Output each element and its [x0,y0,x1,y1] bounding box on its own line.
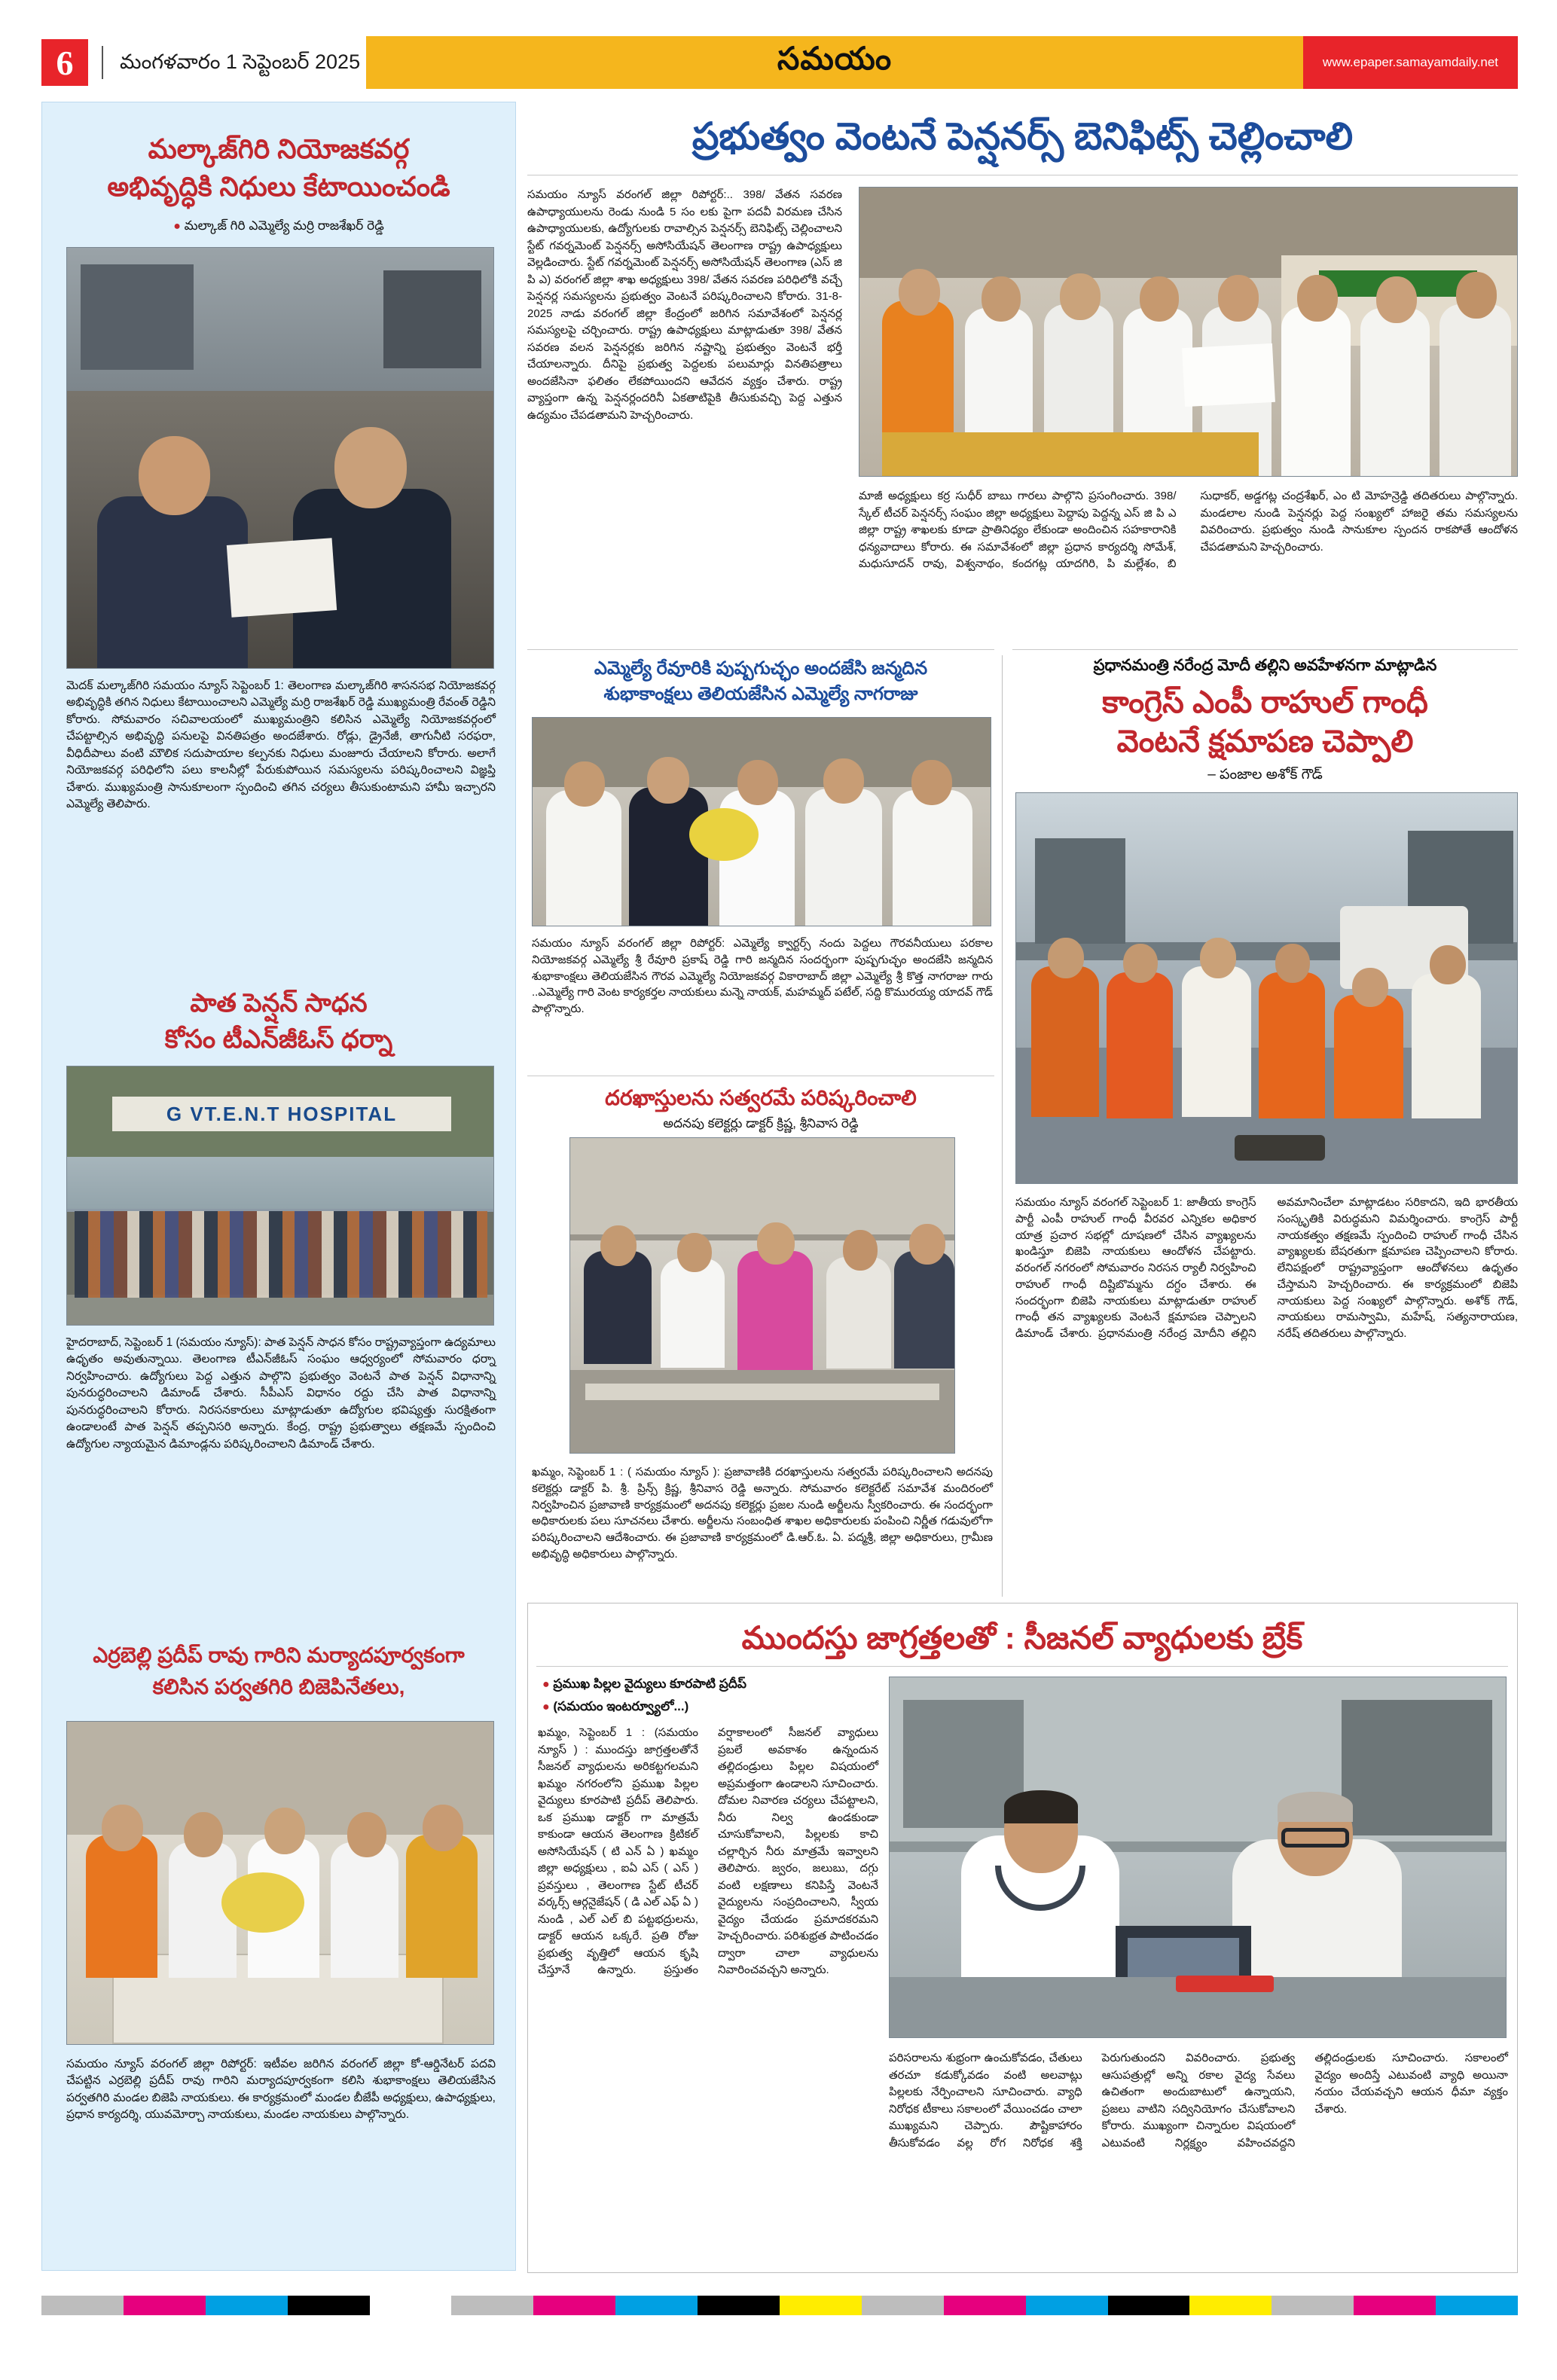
color-swatch-13 [1108,2296,1190,2315]
hospital-sign-text: G VT.E.N.T HOSPITAL [112,1097,451,1131]
color-swatch-10 [862,2296,944,2315]
left-story1-caption: మెదక్ మల్కాజ్‌గిరి సమయం న్యూస్ సెప్టెంబర్ 1: తెలంగాణ మల్కాజ్‌గిరి శాసనసభ నియోజకవర్గ అభివృద్ధికి తగిన నిధులు కేటాయించాలని ఎమ్మెల్యే మర్రి రాజశేఖర్ రెడ్డి ముఖ్యమంత్రి రేవంత్ రెడ్డిని కోరారు. సోమవారం సచివాలయంలో ముఖ్యమంత్రిని కలిసిన ఎమ్మెల్యే నియోజకవర్గంలో చేపట్టాల్సిన అభివృద్ధి పనులపై వినతిపత్రం అందజేశారు. రోడ్లు, డ్రైనేజీ, తాగునీటి సరఫరా, వీధిదీపాలు వంటి మౌలిక సదుపాయాల కల్పనకు నిధులు మంజూరు చేయాలని కోరారు. అలాగే నియోజకవర్గ పరిధిలోని పలు కాలనీల్లో పేరుకుపోయిన సమస్యలను పరిష్కరించాలని విజ్ఞప్తి చేశారు. ముఖ్యమంత్రి సానుకూలంగా స్పందించి తగిన చర్యలు తీసుకుంటామని హామీ ఇచ్చారని ఎమ్మెల్యే తెలిపారు. [66,679,496,811]
left-story3-headline-line1: ఎర్రబెల్లి ప్రదీప్ రావు గారిని మర్యాదపూర్వకంగా [93,1643,465,1667]
color-swatch-4 [370,2296,452,2315]
rahul-caption: సమయం న్యూస్ వరంగల్ సెప్టెంబర్ 1: జాతీయ కాంగ్రెస్ పార్టీ ఎంపీ రాహుల్ గాంధీ వీరవర ఎన్నికల అధికార యాత్ర ప్రచార సభల్లో దూషణలో చేసిన వ్యాఖ్యలను ఖండిస్తూ బిజెపి నాయకులు ఆందోళన చేపట్టారు. వరంగల్ నగరంలో సోమవారం నిరసన ర్యాలీ నిర్వహించి రాహుల్ గాంధీ దిష్టిబొమ్మను దగ్ధం చేశారు. ఈ సందర్భంగా బిజెపి నాయకులు మాట్లాడుతూ రాహుల్ గాంధీ తన వ్యాఖ్యలకు వెంటనే క్షమాపణ చెప్పాలని డిమాండ్ చేశారు. ప్రధానమంత్రి నరేంద్ర మోదీని తల్లిని అవమానించేలా మాట్లాడటం సరికాదని, ఇది భారతీయ సంస్కృతికి విరుద్ధమని విమర్శించారు. కాంగ్రెస్ పార్టీ నాయకత్వం తక్షణమే స్పందించి రాహుల్ గాంధీ చేసిన వ్యాఖ్యలకు బేషరతుగా క్షమాపణ చెప్పించాలని కోరారు. లేనిపక్షంలో రాష్ట్రవ్యాప్తంగా ఆందోళనలు ఉధృతం చేస్తామని హెచ్చరించారు. ఈ కార్యక్రమంలో బిజెపి నాయకులు పెద్ద సంఖ్యలో పాల్గొన్నారు. అశోక్ గౌడ్, నాయకులు రామస్వామి, మహేష్, సత్యనారాయణ, నరేష్ తదితరులు పాల్గొన్నారు. [1015,1196,1518,1340]
issue-date: మంగళవారం 1 సెప్టెంబర్ 2025 [102,46,360,79]
seasonal-headline: ముందస్తు జాగ్రత్తలతో : సీజనల్ వ్యాధులకు బ్రేక్ [741,1620,1303,1655]
right-rule-1 [1012,649,1518,650]
left-story3-photo [66,1721,494,2045]
seasonal-rule [536,1666,1508,1667]
rahul-headline-line2: వెంటనే క్షమాపణ చెప్పాలి [1116,724,1414,758]
left-story2-headline-line1: పాత పెన్షన్ సాధన [190,989,368,1018]
masthead-band [366,36,1303,89]
left-story2-headline-line2: కోసం టీఎన్‌జీఓస్ ధర్నా [164,1025,393,1054]
left-story1-bullet [53,218,505,236]
applications-headline: దరఖాస్తులను సత్వరమే పరిష్కరించాలి [605,1086,917,1109]
center-rule-1 [527,649,994,650]
color-swatch-14 [1189,2296,1272,2315]
seasonal-text-col1: ఖమ్మం, సెప్టెంబర్ 1 : (సమయం న్యూస్ ) : ముందస్తు జాగ్రత్తలతోనే సీజనల్ వ్యాధులను అరికట్టగలమని ఖమ్మం నగరంలోని ప్రముఖ పిల్లల వైద్యులు కూరపాటి ప్రదీప్ తెలిపారు. ఒక ప్రముఖ డాక్టర్ గా మాత్రమే కాకుండా ఆయన తెలంగాణ క్రిటికల్ అసోసియేషన్ ( టి ఎన్ ఏ ) ఖమ్మం జిల్లా అధ్యక్షులు , ఐఏ ఎస్ ( ఎస్ ) ప్రవస్తులు , తెలంగాణ స్టేట్ టీచర్ వర్కర్స్ ఆర్గనైజేషన్ ( డి ఎల్ ఎఫ్ ఏ ) నుండి , ఎల్ ఎల్ బి పట్టభద్రులను, డాక్టర్ ఆయన ఒక్కరే. ప్రతి రోజు ప్రభుత్వ వృత్తిలో ఆయన కృషి చేస్తూనే ఉన్నారు. ప్రస్తుతం వర్షాకాలంలో సీజనల్ వ్యాధులు ప్రబలే అవకాశం ఉన్నందున తల్లిదండ్రులు పిల్లల విషయంలో అప్రమత్తంగా ఉండాలని సూచించారు. దోమల నివారణ చర్యలు చేపట్టాలని, నీరు నిల్వ ఉండకుండా చూసుకోవాలని, పిల్లలకు కాచి చల్లార్చిన నీరు మాత్రమే ఇవ్వాలని తెలిపారు. జ్వరం, జలుబు, దగ్గు వంటి లక్షణాలు కనిపిస్తే వెంటనే వైద్యులను సంప్రదించాలని, స్వీయ వైద్యం చేయడం ప్రమాదకరమని హెచ్చరించారు. పరిశుభ్రత పాటించడం ద్వారా చాలా వ్యాధులను నివారించవచ్చని అన్నారు. [538,1726,878,1976]
applications-photo [569,1137,955,1454]
rahul-protest-photo [1015,792,1518,1184]
applications-byline: అదనపు కలెక్టర్లు డాక్టర్ క్రిష్ణ, శ్రీనివాస రెడ్డి [663,1116,859,1130]
left-story2-caption: హైదరాబాద్, సెప్టెంబర్ 1 (సమయం న్యూస్): పాత పెన్షన్ సాధన కోసం రాష్ట్రవ్యాప్తంగా ఉద్యమాలు ఉధృతం అవుతున్నాయి. తెలంగాణ టీఎన్‌జీఓస్ సంఘం ఆధ్వర్యంలో సోమవారం ధర్నా నిర్వహించారు. ఉద్యోగులు పెద్ద ఎత్తున పాల్గొని ప్రభుత్వం వెంటనే పాత పెన్షన్ విధానాన్ని పునరుద్ధరించాలని డిమాండ్ చేశారు. సీపీఎస్ విధానం రద్దు చేసి పాత విధానాన్ని పునరుద్ధరించాలని కోరారు. నిరసనకారులు మాట్లాడుతూ ఉద్యోగుల భవిష్యత్తు సురక్షితంగా ఉండాలంటే పాత పెన్షన్ తప్పనిసరి అన్నారు. కేంద్ర, రాష్ట్ర ప్రభుత్వాలు తక్షణమే స్పందించి ఉద్యోగుల న్యాయమైన డిమాండ్లను పరిష్కరించాలని డిమాండ్ చేశారు. [66,1336,496,1451]
left-story3-headline-line2: కలిసిన పర్వతగిరి బిజెపినేతలు, [152,1675,405,1698]
color-swatch-6 [533,2296,615,2315]
masthead [41,36,1518,89]
center-vrule [1002,655,1003,1597]
rahul-byline: – పంజాల అశోక్ గౌడ్ [1207,767,1323,783]
seasonal-bullet1-text: ప్రముఖ పిల్లల వైద్యులు కూరపాటి ప్రదీప్ [553,1677,746,1691]
rahul-headline-line1: కాంగ్రెస్ ఎంపీ రాహుల్ గాంధీ [1102,685,1428,719]
color-swatch-0 [41,2296,124,2315]
bullet-dot-icon: ● [173,220,181,233]
seasonal-text-col2: పరిసరాలను శుభ్రంగా ఉంచుకోవడం, చేతులు తరచూ కడుక్కోవడం వంటి అలవాట్లు పిల్లలకు నేర్పించాలని సూచించారు. వ్యాధి నిరోధక టీకాలు సకాలంలో వేయించడం చాలా ముఖ్యమని చెప్పారు. పౌష్టికాహారం తీసుకోవడం వల్ల రోగ నిరోధక శక్తి పెరుగుతుందని వివరించారు. ప్రభుత్వ ఆసుపత్రుల్లో అన్ని రకాల వైద్య సేవలు ఉచితంగా అందుబాటులో ఉన్నాయని, ప్రజలు వాటిని సద్వినియోగం చేసుకోవాలని కోరారు. ముఖ్యంగా చిన్నారుల విషయంలో ఎటువంటి నిర్లక్ష్యం వహించవద్దని తల్లిదండ్రులకు సూచించారు. సకాలంలో వైద్యం అందిస్తే ఎటువంటి వ్యాధి అయినా నయం చేయవచ్చని ఆయన ధీమా వ్యక్తం చేశారు. [889,2052,1508,2150]
masthead-left [41,36,366,89]
modi-kicker: ప్రధానమంత్రి నరేంద్ర మోదీ తల్లిని అవహేళనగా మాట్లాడిన [1093,657,1437,674]
color-swatch-5 [451,2296,533,2315]
applications-caption: ఖమ్మం, సెప్టెంబర్ 1 : ( సమయం న్యూస్ ): ప్రజావాణికి దరఖాస్తులను సత్వరమే పరిష్కరించాలని అదనపు కలెక్టర్లు డాక్టర్ పి. శ్రీ. ప్రిన్స్ క్రిష్ణ, శ్రీనివాస రెడ్డి అన్నారు. సోమవారం కలెక్టరేట్ సమావేశ మందిరంలో నిర్వహించిన ప్రజావాణి కార్యక్రమంలో అదనపు కలెక్టర్లు ప్రజల నుండి అర్జీలను స్వీకరించారు. ఈ సందర్భంగా అధికారులకు పలు సూచనలు చేశారు. అర్జీలను సంబంధిత శాఖల అధికారులకు పంపించి నిర్ణీత గడువులోగా పరిష్కరించాలని ఆదేశించారు. ఈ ప్రజావాణి కార్యక్రమంలో డి.ఆర్.ఓ. ఏ. పద్మశ్రీ, జిల్లా అధికారులు, గ్రామీణ అభివృద్ధి అధికారులు పాల్గొన్నారు. [532,1466,993,1561]
color-swatch-16 [1354,2296,1436,2315]
mla-birthday-headline-line2: శుభాకాంక్షలు తెలియజేసిన ఎమ్మెల్యే నాగరాజు [603,684,918,704]
color-swatch-8 [698,2296,780,2315]
publication-title: సమయం [777,40,893,76]
left-story2-photo [66,1066,494,1326]
main-lead-text: సమయం న్యూస్ వరంగల్ జిల్లా రిపోర్టర్:.. 398/ వేతన సవరణ ఉపాధ్యాయులను రెండు నుండి 5 సం లకు పైగా పదవీ విరమణ చేసిన ఉపాధ్యాయులకు, ఉద్యోగులకు రావాల్సిన పెన్షనర్స్ బెనిఫిట్స్ చెల్లించాలని స్టేట్ గవర్నమెంట్ పెన్షనర్స్ అసోసియేషన్ తెలంగాణ రాష్ట్ర ఉపాధ్యక్షులు వెల్లడించారు. స్టేట్ గవర్నమెంట్ పెన్షనర్స్ అసోసియేషన్ తెలంగాణ (ఎస్ జి పి ఎ) వరంగల్ జిల్లా శాఖ అధ్యక్షులు 398/ వేతన సవరణ పరిధిలోకి వచ్చే పెన్షనర్ల సమస్యలను ప్రభుత్వం వెంటనే పరిష్కరించాలని కోరారు. 31-8-2025 నాడు వరంగల్ జిల్లా కేంద్రంలో జరిగిన సమావేశంలో పెన్షనర్ల సమస్యలపై చర్చించారు. రాష్ట్ర ఉపాధ్యక్షులు మాట్లాడుతూ 398/ వేతన సవరణ వలన పెన్షనర్లకు జరిగిన నష్టాన్ని ప్రభుత్వం వెంటనే భర్తీ చేయాలన్నారు. దీనిపై ప్రభుత్వ పెద్దలకు పలుమార్లు వినతిపత్రాలు అందజేసినా ఫలితం లేకపోయిందని ఆవేదన వ్యక్తం చేశారు. రాష్ట్ర వ్యాప్తంగా ఉన్న పెన్షనర్లందరినీ ఏకతాటిపైకి తీసుకువచ్చి పెద్ద ఎత్తున ఉద్యమం చేపడతామని హెచ్చరించారు. [527,188,842,422]
bullet-dot-icon-2: ● [542,1678,550,1691]
left-story1-headline-line1: మల్కాజ్‌గిరి నియోజకవర్గ [148,133,410,164]
left-story1-bullet-text: మల్కాజ్ గిరి ఎమ్మెల్యే మర్రి రాజశేఖర్ రెడ్డి [184,218,384,233]
mla-birthday-caption: సమయం న్యూస్ వరంగల్ జిల్లా రిపోర్టర్: ఎమ్మెల్యే క్వార్టర్స్ నందు పెద్దలు గౌరవనీయులు పరకాల నియోజకవర్గ ఎమ్మెల్యే శ్రీ రేవూరి ప్రకాష్ రెడ్డి గారి జన్మదిన సందర్భంగా పుష్పగుచ్ఛం అందజేసి జన్మదిన శుభాకాంక్షలు తెలియజేసిన గౌరవ ఎమ్మెల్యే నియోజకవర్గ వికారాబాద్ జిల్లా ఎమ్మెల్యే శ్రీ కొత్త నాగరాజు గారు ..ఎమ్మెల్యే గారి వెంట కార్యకర్తల నాయకులు మన్నె నాయక్, మహమ్మద్ పటేల్, సద్ది కొమురయ్య యాదవ్ గౌడ్ పాల్గొన్నారు. [532,937,993,1015]
main-headline: ప్రభుత్వం వెంటనే పెన్షనర్స్ బెనిఫిట్స్ చెల్లించాలి [691,115,1354,157]
color-swatch-12 [1026,2296,1108,2315]
mla-birthday-headline-line1: ఎమ్మెల్యే రేవూరికి పుష్పగుచ్ఛం అందజేసి జన్మదిన [594,658,928,679]
website-url[interactable]: www.epaper.samayamdaily.net [1303,36,1518,89]
color-swatch-9 [780,2296,862,2315]
seasonal-bullet2-text: (సమయం ఇంటర్వ్యూలో...) [553,1699,689,1713]
left-story1-headline-line2: అభివృద్ధికి నిధులు కేటాయించండి [107,171,450,202]
left-story3-caption: సమయం న్యూస్ వరంగల్ జిల్లా రిపోర్టర్: ఇటీవల జరిగిన వరంగల్ జిల్లా కో-ఆర్డినేటర్ పదవి చేపట్టిన ఎర్రబెల్లి ప్రదీప్ రావు గారిని మర్యాదపూర్వకంగా కలిసి శుభాకాంక్షలు తెలియజేసిన పర్వతగిరి మండల బిజెపి నాయకులు. ఈ కార్యక్రమంలో మండల బీజేపీ అధ్యక్షులు, ఉపాధ్యక్షులు, ప్రధాన కార్యదర్శి, యువమోర్చా నాయకులు, మండల నాయకులు పాల్గొన్నారు. [66,2058,496,2122]
color-swatch-17 [1436,2296,1518,2315]
left-story1-photo [66,247,494,669]
mla-birthday-photo [532,717,991,926]
color-swatch-15 [1272,2296,1354,2315]
printers-color-bar [41,2296,1518,2315]
page-number: 6 [41,39,88,86]
color-swatch-2 [206,2296,288,2315]
color-swatch-3 [288,2296,370,2315]
main-col2-text: మాజీ అధ్యక్షులు కర్ర సుధీర్ బాబు గారలు పాల్గొని ప్రసంగించారు. 398/ స్కేల్ టీచర్ పెన్షనర్స్ సంఘం జిల్లా అధ్యక్షులు పెద్దాపు పెద్దన్న ఎస్ జి పి ఎ జిల్లా రాష్ట్ర శాఖలకు కూడా ప్రాతినిధ్యం లేకుండా అందించిన సహకారానికి ధన్యవాదాలు కోరారు. ఈ సమావేశంలో జిల్లా ప్రధాన కార్యదర్శి సోమేశ్, మధుసూదన్ రావు, విశ్వనాథం, కందగట్ల యాదగిరి, పి మల్లేశం, బి సుధాకర్, అడ్డగట్ల చంద్రశేఖర్, ఎం టి మోహన్రెడ్డి తదితరులు పాల్గొన్నారు. మండలాల నుండి పెన్షనర్లు పెద్ద సంఖ్యలో హాజరై తమ సమస్యలను వివరించారు. ప్రభుత్వం నుండి సానుకూల స్పందన రాకపోతే ఆందోళన చేపడతామని హెచ్చరించారు. [859,490,1518,570]
color-swatch-11 [944,2296,1026,2315]
color-swatch-1 [124,2296,206,2315]
bullet-dot-icon-3: ● [542,1701,550,1713]
pensioners-meeting-photo [859,187,1518,477]
color-swatch-7 [615,2296,698,2315]
doctor-interview-photo [889,1677,1507,2038]
